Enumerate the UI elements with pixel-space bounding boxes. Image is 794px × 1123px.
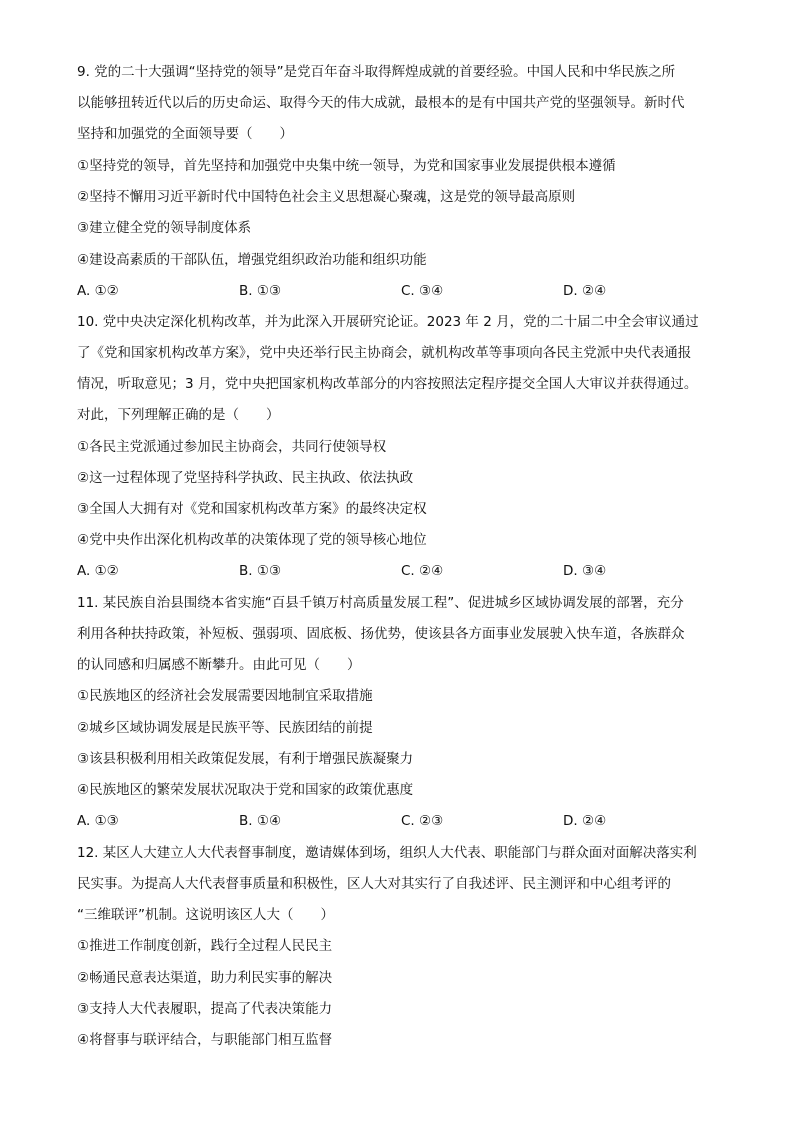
statement-item: ③支持人大代表履职，提高了代表决策能力 [77, 1001, 333, 1017]
answer-options [77, 281, 727, 301]
option-a: A. ①② [77, 563, 119, 579]
option-b: B. ①④ [239, 813, 282, 829]
statement-item: ②这一过程体现了党坚持科学执政、民主执政、依法执政 [77, 470, 414, 486]
statement-item: ③全国人大拥有对《党和国家机构改革方案》的最终决定权 [77, 501, 427, 517]
question-stem-line: 情况，听取意见；3 月，党中央把国家机构改革部分的内容按照法定程序提交全国人大审议并获得通过。 [77, 376, 698, 392]
option-a: A. ①③ [77, 813, 119, 829]
question-stem-line: 坚持和加强党的全面领导要（ ） [77, 126, 293, 142]
statement-item: ②城乡区域协调发展是民族平等、民族团结的前提 [77, 720, 373, 736]
statement-item: ④党中央作出深化机构改革的决策体现了党的领导核心地位 [77, 532, 427, 548]
statement-item: ④建设高素质的干部队伍，增强党组织政治功能和组织功能 [77, 252, 427, 268]
option-d: D. ②④ [563, 813, 607, 829]
option-b: B. ①③ [239, 283, 282, 299]
option-d: D. ③④ [563, 563, 607, 579]
question-stem-line: 12. 某区人大建立人大代表督事制度，邀请媒体到场，组织人大代表、职能部门与群众面对面解决落实利 [77, 845, 697, 861]
question-stem-line: 的认同感和归属感不断攀升。由此可见（ ） [77, 657, 361, 673]
answer-options [77, 561, 727, 581]
statement-item: ②坚持不懈用习近平新时代中国特色社会主义思想凝心聚魂，这是党的领导最高原则 [77, 189, 576, 205]
statement-item: ②畅通民意表达渠道，助力利民实事的解决 [77, 970, 333, 986]
statement-item: ③该县积极利用相关政策促发展，有利于增强民族凝聚力 [77, 751, 414, 767]
option-b: B. ①③ [239, 563, 282, 579]
question-stem-line: 利用各种扶持政策，补短板、强弱项、固底板、扬优势，使该县各方面事业发展驶入快车道，各族群众 [77, 626, 685, 642]
question-stem-line: 民实事。为提高人大代表督事质量和积极性，区人大对其实行了自我述评、民主测评和中心组考评的 [77, 876, 671, 892]
option-a: A. ①② [77, 283, 119, 299]
statement-item: ④民族地区的繁荣发展状况取决于党和国家的政策优惠度 [77, 782, 414, 798]
question-stem-line: 以能够扭转近代以后的历史命运、取得今天的伟大成就，最根本的是有中国共产党的坚强领导。新时代 [77, 95, 685, 111]
option-c: C. ③④ [401, 283, 444, 299]
statement-item: ①坚持党的领导，首先坚持和加强党中央集中统一领导，为党和国家事业发展提供根本遵循 [77, 158, 616, 174]
question-stem-line: “三维联评”机制。这说明该区人大（ ） [77, 907, 334, 923]
statement-item: ①民族地区的经济社会发展需要因地制宜采取措施 [77, 688, 373, 704]
statement-item: ③建立健全党的领导制度体系 [77, 220, 252, 236]
question-stem-line: 了《党和国家机构改革方案》，党中央还举行民主协商会，就机构改革等事项向各民主党派中央代表通报 [77, 345, 692, 361]
option-d: D. ②④ [563, 283, 607, 299]
question-stem-line: 10. 党中央决定深化机构改革，并为此深入开展研究论证。2023 年 2 月，党的二十届二中全会审议通过 [77, 314, 699, 330]
option-c: C. ②④ [401, 563, 444, 579]
statement-item: ①推进工作制度创新，践行全过程人民民主 [77, 938, 333, 954]
answer-options [77, 811, 727, 831]
question-stem-line: 对此，下列理解正确的是（ ） [77, 407, 280, 423]
question-stem-line: 11. 某民族自治县围绕本省实施“百县千镇万村高质量发展工程”、促进城乡区域协调发展的部署，充分 [77, 595, 684, 611]
option-c: C. ②③ [401, 813, 444, 829]
statement-item: ④将督事与联评结合，与职能部门相互监督 [77, 1032, 333, 1048]
statement-item: ①各民主党派通过参加民主协商会，共同行使领导权 [77, 439, 387, 455]
question-stem-line: 9. 党的二十大强调“坚持党的领导”是党百年奋斗取得辉煌成就的首要经验。中国人民和中华民族之所 [77, 64, 676, 80]
